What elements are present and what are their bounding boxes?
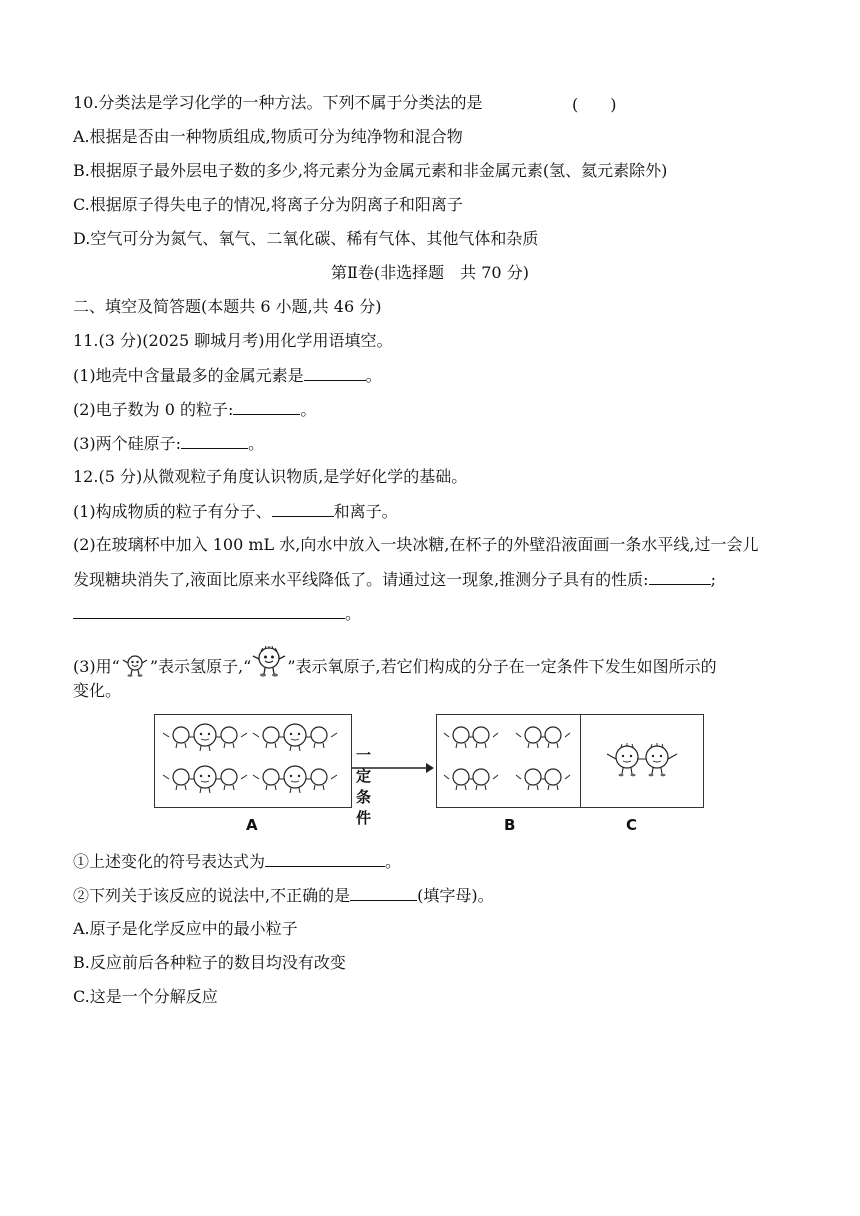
q11-blank-2[interactable]	[233, 398, 300, 415]
q11-item-1-end: 。	[365, 366, 382, 385]
q12-sub1-end: 。	[385, 852, 402, 871]
panel-a-molecules	[155, 715, 351, 807]
q12-blank-2[interactable]	[649, 568, 711, 585]
q12-sub2-end: (填字母)。	[417, 886, 494, 905]
q12-part2-line3	[73, 602, 361, 625]
q10-option-a: A.根据是否由一种物质组成,物质可分为纯净物和混合物	[73, 127, 463, 146]
q11-stem: 11.(3 分)(2025 聊城月考)用化学用语填空。	[73, 331, 393, 350]
q12-option-c: C.这是一个分解反应	[73, 987, 218, 1006]
panel-c-molecules	[581, 715, 703, 807]
q11-item-3-end: 。	[248, 434, 265, 453]
q12-part3-a: (3)用“	[73, 657, 120, 676]
q12-blank-5[interactable]	[350, 884, 417, 901]
q11-item-2-text: (2)电子数为 0 的粒子:	[73, 400, 234, 419]
q12-blank-1[interactable]	[272, 500, 334, 517]
label-c: C	[626, 816, 638, 834]
q11-item-1-text: (1)地壳中含量最多的金属元素是	[73, 366, 304, 385]
q10-option-c: C.根据原子得失电子的情况,将离子分为阴离子和阳离子	[73, 195, 463, 214]
diagram-panel-b	[436, 714, 582, 808]
q12-blank-3[interactable]	[73, 602, 345, 619]
oxygen-molecule-icon	[607, 743, 677, 776]
diagram-panel-a	[154, 714, 352, 808]
q10-stem: 10.分类法是学习化学的一种方法。下列不属于分类法的是	[73, 93, 483, 112]
q11-blank-1[interactable]	[304, 364, 366, 381]
q12-part3-line1	[73, 646, 717, 684]
q12-blank-4[interactable]	[265, 850, 385, 867]
q12-part2-line1: (2)在玻璃杯中加入 100 mL 水,向水中放入一块冰糖,在杯子的外壁沿液面画一条水平线,过一会儿	[73, 535, 759, 554]
q11-item-3-text: (3)两个硅原子:	[73, 434, 182, 453]
reaction-arrow-icon	[350, 762, 436, 774]
q12-part2-line2-end: ;	[710, 570, 716, 589]
q12-part2-line2	[73, 568, 716, 591]
q10-option-d: D.空气可分为氮气、氧气、二氧化碳、稀有气体、其他气体和杂质	[73, 229, 539, 248]
q12-stem: 12.(5 分)从微观粒子角度认识物质,是学好化学的基础。	[73, 467, 468, 486]
q12-part3-b: ”表示氢原子,“	[149, 657, 252, 676]
panel-b-molecules	[437, 715, 581, 807]
q12-option-a: A.原子是化学反应中的最小粒子	[73, 919, 298, 938]
q12-sub2	[73, 884, 494, 907]
water-molecule-icon	[163, 766, 247, 793]
hydrogen-molecule-icon	[516, 769, 570, 790]
q12-part3-line2: 变化。	[73, 681, 122, 700]
label-a: A	[246, 816, 258, 834]
q11-item-1	[73, 364, 382, 387]
hydrogen-atom-icon	[120, 654, 150, 684]
oxygen-atom-icon	[251, 646, 287, 684]
q12-part2-line3-end: 。	[345, 604, 362, 623]
q12-sub2-text: ②下列关于该反应的说法中,不正确的是	[73, 886, 351, 905]
q11-blank-3[interactable]	[181, 432, 248, 449]
arrow-label: 一定条件	[356, 746, 372, 827]
hydrogen-molecule-icon	[516, 727, 570, 748]
q12-part3-c: ”表示氧原子,若它们构成的分子在一定条件下发生如图所示的	[287, 657, 717, 676]
q12-part1	[73, 500, 398, 523]
q12-option-b: B.反应前后各种粒子的数目均没有改变	[73, 953, 346, 972]
diagram-panel-c	[580, 714, 704, 808]
q11-item-2-end: 。	[300, 400, 317, 419]
q12-sub1-text: ①上述变化的符号表达式为	[73, 852, 266, 871]
q10-answer-paren: ( )	[572, 95, 617, 114]
q12-sub1	[73, 850, 401, 873]
hydrogen-molecule-icon	[444, 769, 498, 790]
water-molecule-icon	[253, 766, 337, 793]
part2-heading: 二、填空及简答题(本题共 6 小题,共 46 分)	[73, 297, 382, 316]
section-title: 第Ⅱ卷(非选择题 共 70 分)	[331, 263, 529, 282]
q11-item-2	[73, 398, 316, 421]
q11-item-3	[73, 432, 264, 455]
water-molecule-icon	[163, 724, 247, 751]
q12-part1-end: 和离子。	[333, 502, 398, 521]
label-b: B	[504, 816, 516, 834]
q12-part2-line2-text: 发现糖块消失了,液面比原来水平线降低了。请通过这一现象,推测分子具有的性质:	[73, 570, 649, 589]
q10-option-b: B.根据原子最外层电子数的多少,将元素分为金属元素和非金属元素(氢、氦元素除外)	[73, 161, 668, 180]
q12-part1-text: (1)构成物质的粒子有分子、	[73, 502, 272, 521]
hydrogen-molecule-icon	[444, 727, 498, 748]
water-molecule-icon	[253, 724, 337, 751]
